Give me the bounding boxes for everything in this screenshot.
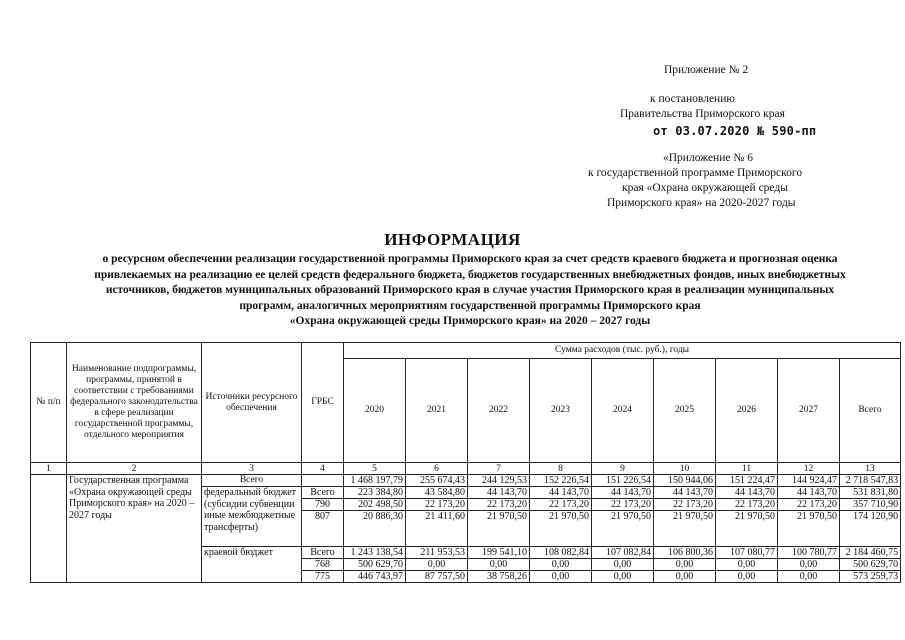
col-number: 7 [468, 463, 530, 475]
value-cell: 1 243 138,54 [344, 547, 406, 559]
value-cell: 44 143,70 [716, 487, 778, 499]
government-label: Правительства Приморского края [620, 108, 785, 120]
value-cell: 22 173,20 [778, 499, 840, 511]
value-cell-total: 174 120,90 [840, 511, 901, 547]
grbs-cell: 775 [302, 571, 344, 583]
grbs-cell: Всего [302, 547, 344, 559]
grbs-cell: 790 [302, 499, 344, 511]
col-number: 3 [202, 463, 302, 475]
source-federal: федеральный бюджет (субсидии субвенции иные межбюджетные трансферты) [202, 487, 302, 547]
value-cell: 0,00 [530, 571, 592, 583]
header-year: 2022 [468, 359, 530, 463]
value-cell: 87 757,50 [406, 571, 468, 583]
value-cell: 151 224,47 [716, 475, 778, 487]
value-cell: 1 468 197,79 [344, 475, 406, 487]
value-cell: 500 629,70 [344, 559, 406, 571]
grbs-cell [302, 475, 344, 487]
value-cell-total: 357 710,90 [840, 499, 901, 511]
value-cell: 255 674,43 [406, 475, 468, 487]
header-year: 2024 [592, 359, 654, 463]
subtitle-line: «Охрана окружающей среды Приморского края» на 2020 – 2027 годы [289, 315, 651, 327]
grbs-cell: Всего [302, 487, 344, 499]
value-cell-total: 2 184 460,75 [840, 547, 901, 559]
document-subtitle [30, 252, 905, 330]
value-cell: 107 082,84 [592, 547, 654, 559]
value-cell: 211 953,53 [406, 547, 468, 559]
row-num-cell [31, 475, 67, 583]
column-number-row [31, 463, 901, 475]
value-cell: 144 924,47 [778, 475, 840, 487]
value-cell: 43 584,80 [406, 487, 468, 499]
value-cell: 21 970,50 [468, 511, 530, 547]
header-year: 2025 [654, 359, 716, 463]
subtitle-line: источников, бюджетов муниципальных образований Приморского края в случае участия Приморского края в реализации муниципальных [105, 284, 835, 296]
appendix-label: Приложение № 2 [664, 64, 749, 76]
col-number: 13 [840, 463, 901, 475]
value-cell: 244 129,53 [468, 475, 530, 487]
resolution-label: к постановлению [650, 93, 735, 105]
value-cell: 152 226,54 [530, 475, 592, 487]
value-cell: 150 944,06 [654, 475, 716, 487]
value-cell: 21 411,60 [406, 511, 468, 547]
value-cell: 22 173,20 [406, 499, 468, 511]
value-cell: 21 970,50 [530, 511, 592, 547]
header-source: Источники ресурсного обеспечения [202, 343, 302, 463]
col-number: 10 [654, 463, 716, 475]
value-cell: 446 743,97 [344, 571, 406, 583]
value-cell-total: 531 831,80 [840, 487, 901, 499]
col-number: 5 [344, 463, 406, 475]
subtitle-line: о ресурсном обеспечении реализации государственной программы Приморского края за счет средств краевого бюджета и прогнозная оценка [102, 253, 838, 265]
value-cell: 22 173,20 [468, 499, 530, 511]
value-cell: 0,00 [406, 559, 468, 571]
header-year-total: Всего [840, 359, 901, 463]
header-grbs: ГРБС [302, 343, 344, 463]
value-cell: 44 143,70 [654, 487, 716, 499]
date-number-stamp: от 03.07.2020 № 590-пп [653, 124, 817, 138]
header-num: № п/п [31, 343, 67, 463]
col-number: 4 [302, 463, 344, 475]
header-name: Наименование подпрограммы, программы, принятой в соответствии с требованиями федерального законодательства в сфере реализации государственной программы, отдельного мероприятия [67, 343, 202, 463]
value-cell: 0,00 [468, 559, 530, 571]
col-number: 11 [716, 463, 778, 475]
col-number: 9 [592, 463, 654, 475]
value-cell: 22 173,20 [530, 499, 592, 511]
value-cell-total: 500 629,70 [840, 559, 901, 571]
value-cell: 20 886,30 [344, 511, 406, 547]
value-cell: 22 173,20 [654, 499, 716, 511]
header-year: 2026 [716, 359, 778, 463]
grbs-cell: 768 [302, 559, 344, 571]
value-cell: 21 970,50 [592, 511, 654, 547]
value-cell: 0,00 [716, 571, 778, 583]
value-cell: 44 143,70 [468, 487, 530, 499]
col-number: 2 [67, 463, 202, 475]
header-year: 2027 [778, 359, 840, 463]
value-cell: 0,00 [530, 559, 592, 571]
value-cell: 44 143,70 [592, 487, 654, 499]
value-cell: 0,00 [654, 571, 716, 583]
value-cell: 21 970,50 [654, 511, 716, 547]
program-ref-line-2: края «Охрана окружающей среды [622, 182, 788, 194]
value-cell: 0,00 [778, 559, 840, 571]
value-cell: 0,00 [592, 559, 654, 571]
table-row [31, 475, 901, 487]
source-total: Всего [202, 475, 302, 487]
value-cell: 21 970,50 [716, 511, 778, 547]
value-cell: 22 173,20 [592, 499, 654, 511]
grbs-cell: 807 [302, 511, 344, 547]
value-cell: 151 226,54 [592, 475, 654, 487]
header-year: 2023 [530, 359, 592, 463]
document-title: ИНФОРМАЦИЯ [384, 230, 521, 249]
value-cell: 44 143,70 [530, 487, 592, 499]
value-cell: 108 082,84 [530, 547, 592, 559]
value-cell: 107 080,77 [716, 547, 778, 559]
value-cell: 44 143,70 [778, 487, 840, 499]
source-regional: краевой бюджет [202, 547, 302, 583]
header-year: 2020 [344, 359, 406, 463]
resource-table [30, 342, 901, 583]
value-cell: 0,00 [592, 571, 654, 583]
subtitle-line: программ, аналогичных мероприятиям государственной программы Приморского края [239, 299, 701, 312]
value-cell: 223 384,80 [344, 487, 406, 499]
col-number: 12 [778, 463, 840, 475]
value-cell: 0,00 [778, 571, 840, 583]
value-cell: 0,00 [654, 559, 716, 571]
value-cell: 202 498,50 [344, 499, 406, 511]
col-number: 6 [406, 463, 468, 475]
program-name: Государственная программа «Охрана окружающей среды Приморского края» на 2020 – 2027 годы [67, 475, 202, 583]
subtitle-line: привлекаемых на реализацию ее целей средств федерального бюджета, бюджетов государственных внебюджетных фондов, иных внебюджетных [94, 268, 846, 281]
header-sum-group: Сумма расходов (тыс. руб.), годы [344, 343, 901, 359]
value-cell: 100 780,77 [778, 547, 840, 559]
value-cell: 106 800,36 [654, 547, 716, 559]
program-ref-line-1: к государственной программе Приморского [588, 167, 803, 179]
value-cell-total: 573 259,73 [840, 571, 901, 583]
program-ref-line-3: Приморского края» на 2020-2027 годы [607, 197, 796, 209]
value-cell: 21 970,50 [778, 511, 840, 547]
value-cell: 22 173,20 [716, 499, 778, 511]
value-cell: 199 541,10 [468, 547, 530, 559]
header-year: 2021 [406, 359, 468, 463]
col-number: 8 [530, 463, 592, 475]
value-cell: 0,00 [716, 559, 778, 571]
value-cell-total: 2 718 547,83 [840, 475, 901, 487]
value-cell: 38 758,26 [468, 571, 530, 583]
original-appendix-label: «Приложение № 6 [663, 152, 753, 164]
col-number: 1 [31, 463, 67, 475]
